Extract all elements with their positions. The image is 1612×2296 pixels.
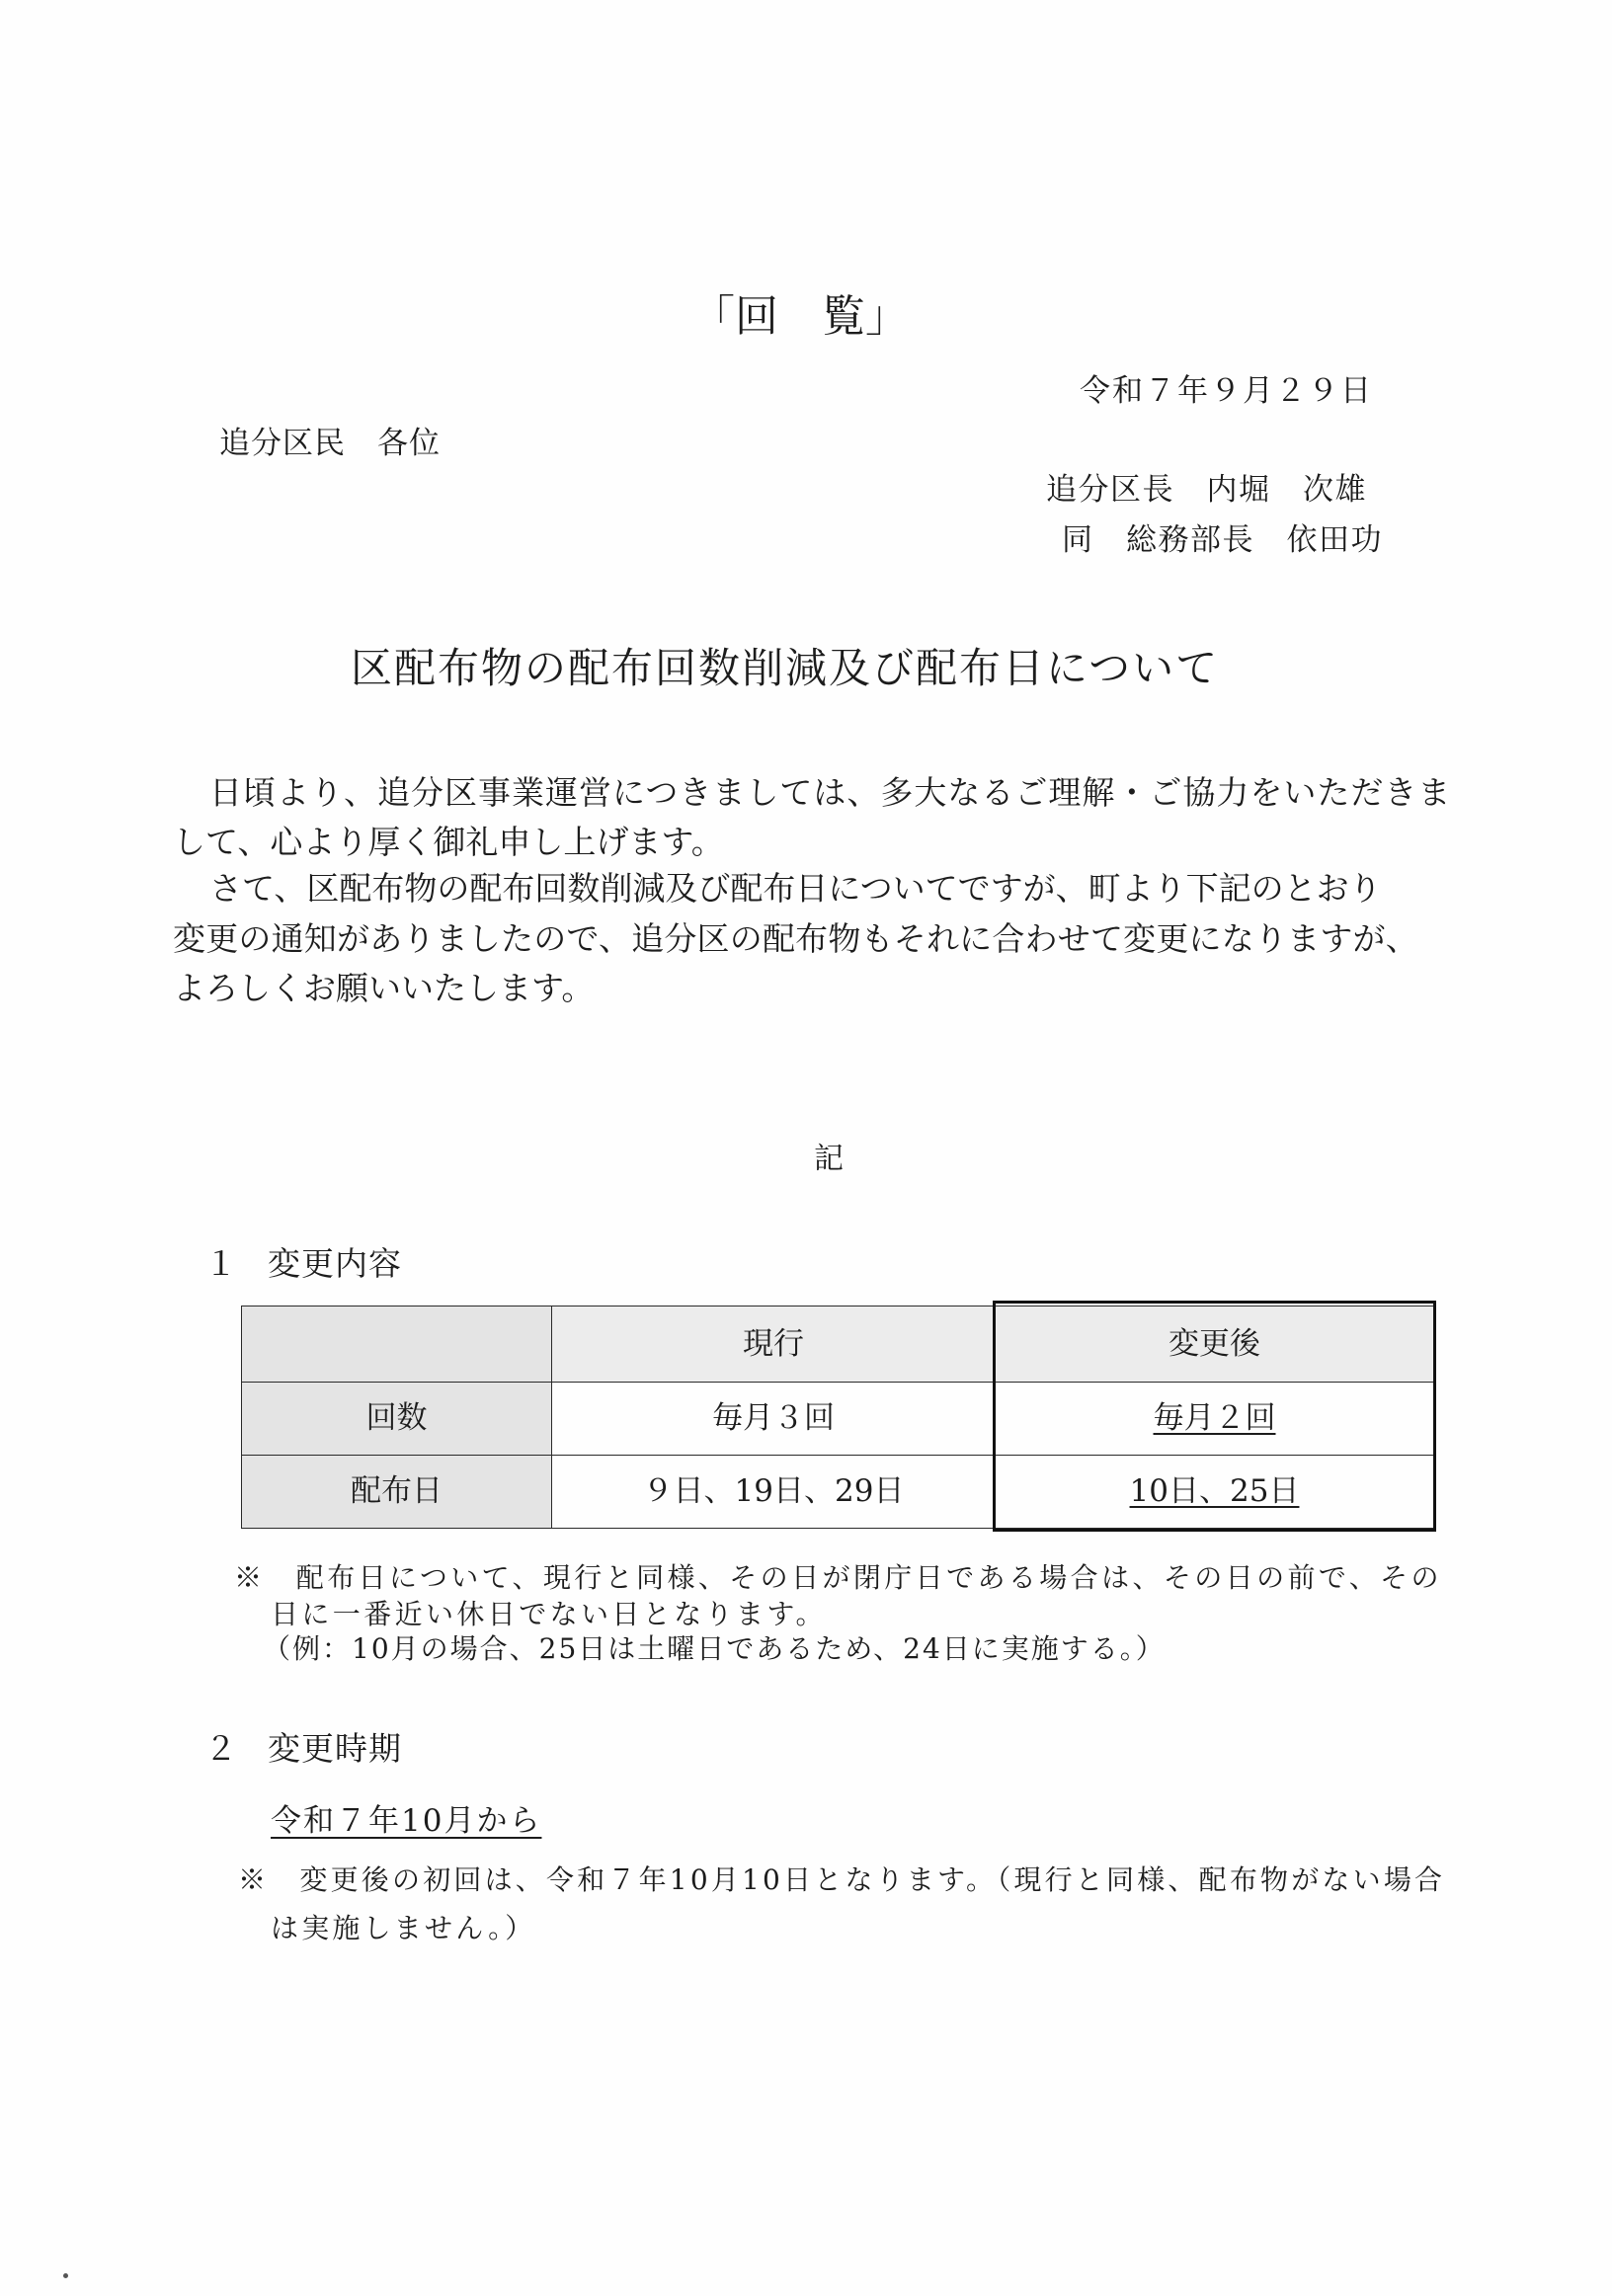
table-corner-cell [242, 1306, 552, 1383]
cell-current: ９日、19日、29日 [552, 1456, 996, 1529]
row-label: 配布日 [242, 1456, 552, 1529]
row-label: 回数 [242, 1383, 552, 1456]
change-period [271, 1803, 541, 1840]
header-current: 現行 [552, 1306, 996, 1383]
body-line: 変更の通知がありましたので、追分区の配布物もそれに合わせて変更になりますが、 [173, 919, 1418, 958]
section-2-title: 変更時期 [268, 1729, 402, 1768]
body-line: よろしくお願いいたします。 [173, 969, 595, 1007]
change-table [241, 1306, 1434, 1529]
circular-title: 「回 覧」 [691, 291, 909, 342]
note-line: 日に一番近い休日でない日となります。 [271, 1598, 827, 1630]
table-row [242, 1383, 1434, 1456]
note-line: は実施しません。） [271, 1912, 536, 1944]
header-changed: 変更後 [996, 1306, 1434, 1383]
table-row [242, 1456, 1434, 1529]
addressee: 追分区民 各位 [219, 426, 441, 461]
cell-changed [996, 1456, 1434, 1529]
scan-speck [63, 2273, 68, 2278]
section-1-title: 変更内容 [268, 1244, 402, 1283]
subject-heading: 区配布物の配布回数削減及び配布日について [351, 644, 1220, 692]
body-line: 日頃より、追分区事業運営につきましては、多大なるご理解・ご協力をいただきま [209, 773, 1452, 812]
section-1-number: １ [204, 1244, 237, 1283]
note-line: ※ 変更後の初回は、令和７年10月10日となります。（現行と同様、配布物がない場合 [238, 1863, 1446, 1896]
change-period-text: 令和７年10月から [271, 1803, 542, 1839]
body-line: して、心より厚く御礼申し上げます。 [173, 823, 724, 861]
table-header-row [242, 1306, 1434, 1383]
sender-line-2: 同 総務部長 依田功 [1062, 522, 1383, 558]
sender-line-1: 追分区長 内堀 次雄 [1046, 472, 1367, 508]
cell-changed-text: 毎月２回 [1153, 1400, 1276, 1437]
section-2-number: ２ [204, 1729, 237, 1768]
cell-changed [996, 1383, 1434, 1456]
note-example-line: （例：10月の場合、25日は土曜日であるため、24日に実施する。） [263, 1632, 1166, 1665]
cell-changed-text: 10日、25日 [1129, 1473, 1300, 1510]
body-line: さて、区配布物の配布回数削減及び配布日についてですが、町より下記のとおり [209, 869, 1382, 908]
cell-current: 毎月３回 [552, 1383, 996, 1456]
document-date: 令和７年９月２９日 [1080, 373, 1373, 409]
ki-marker: 記 [814, 1142, 844, 1176]
note-line: ※ 配布日について、現行と同様、その日が閉庁日である場合は、その日の前で、その [234, 1561, 1442, 1594]
